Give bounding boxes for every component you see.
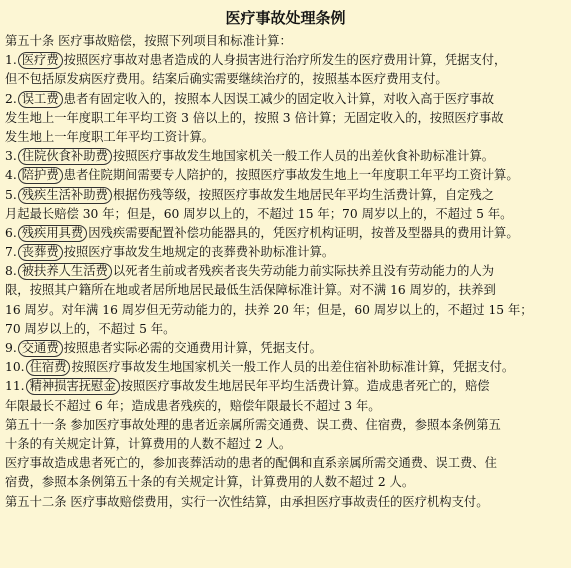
text-line <box>5 243 566 262</box>
text-line <box>5 397 566 416</box>
circled-term: 交通费 <box>18 340 63 357</box>
line-text: 按照医疗事故发生地国家机关一般工作人员的出差伙食补助标准计算。 <box>112 149 495 164</box>
line-text: 以死者生前或者残疾者丧失劳动能力前实际扶养且没有劳动能力的人为 <box>112 264 495 279</box>
text-line <box>5 32 566 51</box>
circled-term: 误工费 <box>18 91 63 108</box>
line-text: 医疗事故造成患者死亡的，参加丧葬活动的患者的配偶和直系亲属所需交通费、误工费、住 <box>5 456 497 471</box>
text-line <box>5 473 566 492</box>
line-text: 按照医疗事故发生地居民年平均生活费计算。造成患者死亡的，赔偿 <box>120 379 490 394</box>
line-text: 70 周岁以上的，不超过 5 年。 <box>5 321 176 336</box>
line-text: 第五十一条 参加医疗事故处理的患者近亲属所需交通费、误工费、住宿费，参照本条例第五 <box>5 417 501 432</box>
text-line <box>5 224 566 243</box>
text-line <box>5 301 566 320</box>
text-line <box>5 435 566 454</box>
item-number: 8. <box>5 264 17 279</box>
item-number: 1. <box>5 53 17 68</box>
circled-term: 住院伙食补助费 <box>18 148 112 165</box>
item-number: 第五十条 <box>5 34 59 48</box>
line-text: 患者住院期间需要专人陪护的，按照医疗事故发生地上一年度职工年平均工资计算。 <box>63 168 519 183</box>
line-text: 十条的有关规定计算，计算费用的人数不超过 2 人。 <box>5 436 292 451</box>
circled-term: 被扶养人生活费 <box>18 263 112 280</box>
circled-term: 精神损害抚慰金 <box>26 378 120 395</box>
line-text: 医疗事故赔偿，按照下列项目和标准计算： <box>58 34 292 48</box>
item-number: 3. <box>5 149 17 164</box>
item-number: 10. <box>5 360 25 375</box>
text-line <box>5 109 566 128</box>
document-body <box>5 32 566 512</box>
line-text: 第五十二条 医疗事故赔偿费用，实行一次性结算，由承担医疗事故责任的医疗机构支付。 <box>5 494 489 509</box>
document-title: 医疗事故处理条例 <box>225 9 346 27</box>
line-text: 16 周岁。对年满 16 周岁但无劳动能力的，扶养 20 年；但是，60 周岁以上的，不超过 15 年； <box>5 302 533 317</box>
text-line <box>5 128 566 147</box>
text-line <box>5 320 566 339</box>
text-line <box>5 205 566 224</box>
circled-term: 住宿费 <box>26 359 71 376</box>
circled-term: 陪护费 <box>18 167 63 184</box>
line-text: 宿费，参照本条例第五十条的有关规定计算，计算费用的人数不超过 2 人。 <box>5 475 415 490</box>
text-line <box>5 166 566 185</box>
text-line <box>5 416 566 435</box>
item-number: 9. <box>5 341 17 355</box>
text-line <box>5 186 566 205</box>
line-text: 按照医疗事故发生地规定的丧葬费补助标准计算。 <box>63 245 335 260</box>
item-number: 6. <box>5 225 17 240</box>
text-line <box>5 454 566 473</box>
text-line <box>5 70 566 89</box>
item-number: 5. <box>5 187 17 202</box>
text-line <box>5 90 566 109</box>
text-line <box>5 339 566 358</box>
text-line <box>5 281 566 300</box>
text-line <box>5 51 566 70</box>
item-number: 7. <box>5 245 17 260</box>
line-text: 按照医疗事故发生地国家机关一般工作人员的出差住宿补助标准计算，凭据支付。 <box>71 360 515 375</box>
text-line <box>5 147 566 166</box>
line-text: 因残疾需要配置补偿功能器具的，凭医疗机构证明，按普及型器具的费用计算。 <box>88 225 519 240</box>
line-text: 年限最长不超过 6 年；造成患者残疾的，赔偿年限最长不超过 3 年。 <box>5 398 381 413</box>
line-text: 月起最长赔偿 30 年；但是，60 周岁以上的，不超过 15 年；70 周岁以上的，不超过 5 年。 <box>5 206 513 221</box>
line-text: 按照患者实际必需的交通费用计算，凭据支付。 <box>63 341 322 355</box>
circled-term: 丧葬费 <box>18 244 63 261</box>
item-number: 11. <box>5 379 25 394</box>
text-line <box>5 358 566 377</box>
text-line <box>5 262 566 281</box>
circled-term: 残疾生活补助费 <box>18 187 112 204</box>
item-number: 2. <box>5 91 17 106</box>
line-text: 发生地上一年度职工年平均工资计算。 <box>5 129 215 144</box>
line-text: 根据伤残等级，按照医疗事故发生地居民年平均生活费计算，自定残之 <box>112 187 495 202</box>
text-line <box>5 377 566 396</box>
line-text: 发生地上一年度职工年平均工资 3 倍以上的，按照 3 倍计算；无固定收入的，按照医疗事故 <box>5 110 504 125</box>
line-text: 限，按照其户籍所在地或者居所地居民最低生活保障标准计算。对不满 16 周岁的，扶养到 <box>5 283 496 298</box>
line-text: 按照医疗事故对患者造成的人身损害进行治疗所发生的医疗费用计算，凭据支付， <box>63 53 507 68</box>
item-number: 4. <box>5 168 17 183</box>
line-text: 患者有固定收入的，按照本人因误工减少的固定收入计算，对收入高于医疗事故 <box>63 91 495 106</box>
line-text: 但不包括原发病医疗费用。结案后确实需要继续治疗的，按照基本医疗费用支付。 <box>5 72 448 87</box>
circled-term: 残疾用具费 <box>18 225 88 242</box>
circled-term: 医疗费 <box>18 52 63 69</box>
text-line <box>5 493 566 512</box>
